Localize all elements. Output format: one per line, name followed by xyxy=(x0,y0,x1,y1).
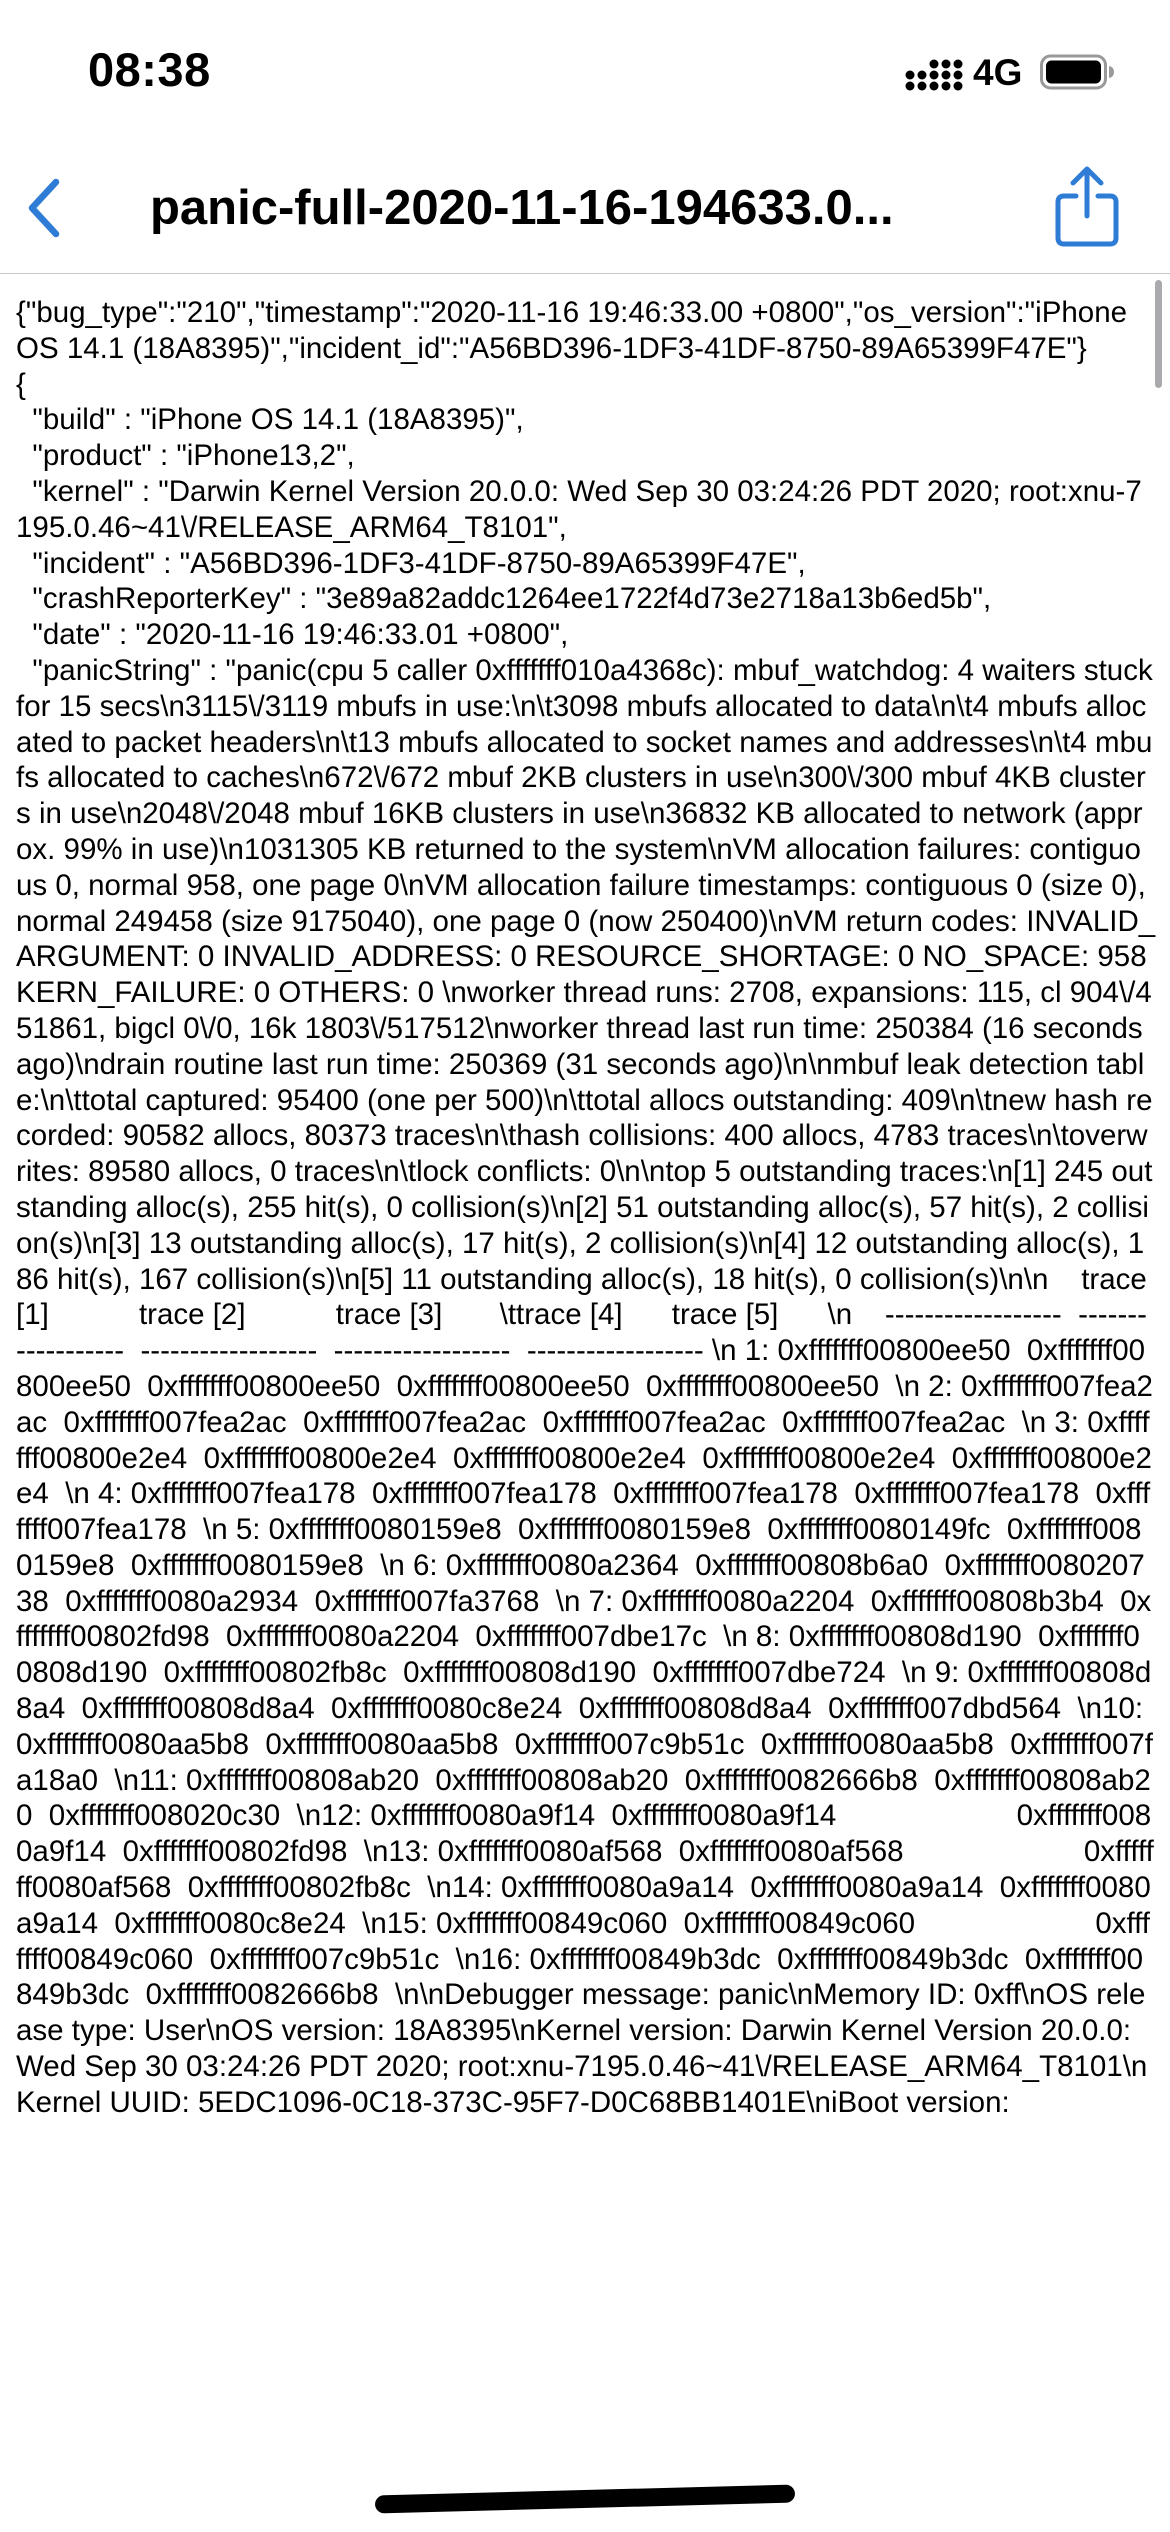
page-title: panic-full-2020-11-16-194633.0... xyxy=(150,181,894,235)
battery-full-icon xyxy=(1040,54,1116,90)
share-button[interactable] xyxy=(1052,164,1122,248)
back-button[interactable] xyxy=(14,168,74,248)
status-bar xyxy=(0,0,1170,140)
cellular-signal-icon xyxy=(905,58,965,92)
panic-log-viewer[interactable] xyxy=(0,275,1170,2532)
vertical-scrollbar[interactable] xyxy=(1155,280,1162,388)
chevron-left-icon xyxy=(24,176,64,240)
status-time: 08:38 xyxy=(88,43,211,96)
network-type-label: 4G xyxy=(973,52,1023,93)
panic-log-text: {"bug_type":"210","timestamp":"2020-11-16 19:46:33.00 +0800","os_version":"iPhone OS 14.1 (18A8395)","incident_id":"A56BD396-1DF3-41DF-8750-89A65399F47E"} { "build" : "iPhone OS 14.1 (18A8395)", "product" : "iPhone13,2", "kernel" : "Darwin Kernel Version 20.0.0: Wed Sep 30 03:24:26 PDT 2020; root:xnu-7195.0.46~41\/RELEASE_ARM64_T8101", "incident" : "A56BD396-1DF3-41DF-8750-89A65399F47E", "crashReporterKey" : "3e89a82addc1264ee1722f4d73e2718a13b6ed5b", "date" : "2020-11-16 19:46:33.01 +0800", "panicString" : "panic(cpu 5 caller 0xfffffff010a4368c): mbuf_watchdog: 4 waiters stuck for 15 secs\n3115\/3119 mbufs in use:\n\t3098 mbufs allocated to data\n\t4 mbufs allocated to packet headers\n\t13 mbufs allocated to socket names and addresses\n\t4 mbufs allocated to caches\n672\/672 mbuf 2KB clusters in use\n300\/300 mbuf 4KB clusters in use\n2048\/2048 mbuf 16KB clusters in use\n36832 KB allocated to network (approx. 99% in use)\n1031305 KB returned to the system\nVM allocation failures: contiguous 0, normal 958, one page 0\nVM allocation failure timestamps: contiguous 0 (size 0), normal 249458 (size 9175040), one page 0 (now 250400)\nVM return codes: INVALID_ARGUMENT: 0 INVALID_ADDRESS: 0 RESOURCE_SHORTAGE: 0 NO_SPACE: 958 KERN_FAILURE: 0 OTHERS: 0 \nworker thread runs: 2708, expansions: 115, cl 904\/451861, bigcl 0\/0, 16k 1803\/517512\nworker thread last run time: 250384 (16 seconds ago)\ndrain routine last run time: 250369 (31 seconds ago)\n\nmbuf leak detection table:\n\ttotal captured: 95400 (one per 500)\n\ttotal allocs outstanding: 409\n\tnew hash recorded: 90582 allocs, 80373 traces\n\thash collisions: 400 allocs, 4783 traces\n\toverwrites: 89580 allocs, 0 traces\n\tlock conflicts: 0\n\ntop 5 outstanding traces:\n[1] 245 outstanding alloc(s), 255 hit(s), 0 collision(s)\n[2] 51 outstanding alloc(s), 57 hit(s), 2 collision(s)\n[3] 13 outstanding alloc(s), 17 hit(s), 2 collision(s)\n[4] 12 outstanding alloc(s), 186 hit(s), 167 collision(s)\n[5] 11 outstanding alloc(s), 18 hit(s), 0 collision(s)\n\n trace [1] trace [2] trace [3] \ttrace [4] trace [5] \n ------------------ ------------------ ------------------ ------------------ ------------------ \n 1: 0xfffffff00800ee50 0xfffffff00800ee50 0xfffffff00800ee50 0xfffffff00800ee50 0xfffffff00800ee50 \n 2: 0xfffffff007fea2ac 0xfffffff007fea2ac 0xfffffff007fea2ac 0xfffffff007fea2ac 0xfffffff007fea2ac \n 3: 0xfffffff00800e2e4 0xfffffff00800e2e4 0xfffffff00800e2e4 0xfffffff00800e2e4 0xfffffff00800e2e4 \n 4: 0xfffffff007fea178 0xfffffff007fea178 0xfffffff007fea178 0xfffffff007fea178 0xfffffff007fea178 \n 5: 0xfffffff0080159e8 0xfffffff0080159e8 0xfffffff0080149fc 0xfffffff0080159e8 0xfffffff0080159e8 \n 6: 0xfffffff0080a2364 0xfffffff00808b6a0 0xfffffff008020738 0xfffffff0080a2934 0xfffffff007fa3768 \n 7: 0xfffffff0080a2204 0xfffffff00808b3b4 0xfffffff00802fd98 0xfffffff0080a2204 0xfffffff007dbe17c \n 8: 0xfffffff00808d190 0xfffffff00808d190 0xfffffff00802fb8c 0xfffffff00808d190 0xfffffff007dbe724 \n 9: 0xfffffff00808d8a4 0xfffffff00808d8a4 0xfffffff0080c8e24 0xfffffff00808d8a4 0xfffffff007dbd564 \n10: 0xfffffff0080aa5b8 0xfffffff0080aa5b8 0xfffffff007c9b51c 0xfffffff0080aa5b8 0xfffffff007fa18a0 \n11: 0xfffffff00808ab20 0xfffffff00808ab20 0xfffffff0082666b8 0xfffffff00808ab20 0xfffffff008020c30 \n12: 0xfffffff0080a9f14 0xfffffff0080a9f14 0xfffffff0080a9f14 0xfffffff00802fd98 \n13: 0xfffffff0080af568 0xfffffff0080af568 0xfffffff0080af568 0xfffffff00802fb8c \n14: 0xfffffff0080a9a14 0xfffffff0080a9a14 0xfffffff0080a9a14 0xfffffff0080c8e24 \n15: 0xfffffff00849c060 0xfffffff00849c060 0xfffffff00849c060 0xfffffff007c9b51c \n16: 0xfffffff00849b3dc 0xfffffff00849b3dc 0xfffffff00849b3dc 0xfffffff0082666b8 \n\nDebugger message: panic\nMemory ID: 0xff\nOS release type: User\nOS version: 18A8395\nKernel version: Darwin Kernel Version 20.0.0: Wed Sep 30 03:24:26 PDT 2020; root:xnu-7195.0.46~41\/RELEASE_ARM64_T8101\nKernel UUID: 5EDC1096-0C18-373C-95F7-D0C68BB1401E\niBoot version: xyxy=(16,296,1156,2119)
share-icon xyxy=(1052,164,1122,248)
navigation-bar xyxy=(0,140,1170,274)
